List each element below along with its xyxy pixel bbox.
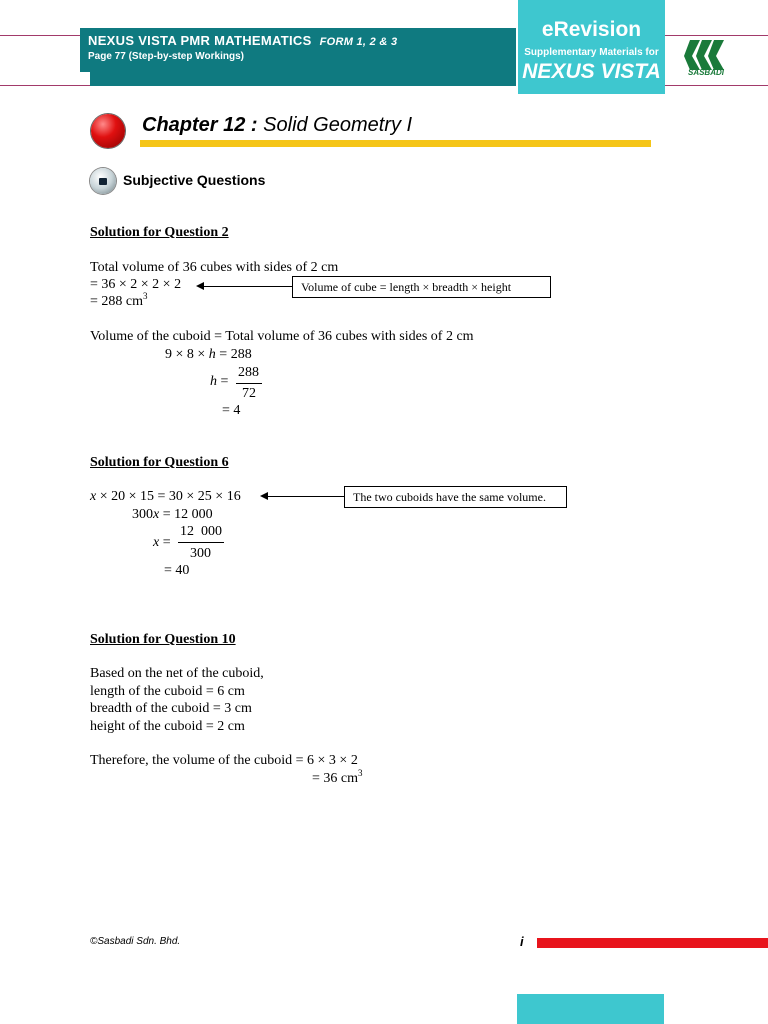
- q2-frac-line: [236, 383, 262, 384]
- q2-note: Volume of cube = length × breadth × height: [292, 276, 551, 298]
- header-rule-right-bottom: [665, 85, 768, 86]
- q10-line-5: Therefore, the volume of the cuboid = 6 × 3 × 2: [90, 753, 358, 768]
- q10-line-2: length of the cuboid = 6 cm: [90, 684, 245, 699]
- publisher-label: SASBADI: [687, 68, 724, 77]
- q2-line-6: h =: [210, 374, 229, 389]
- nexus-vista-label: NEXUS VISTA: [522, 60, 661, 83]
- q2-line-3: = 288 $cm^3$: [90, 291, 148, 309]
- q10-line-3: breadth of the cuboid = 3 cm: [90, 701, 252, 716]
- copyright: ©Sasbadi Sdn. Bhd.: [90, 936, 181, 947]
- q10-heading: Solution for Question 10: [90, 632, 236, 647]
- q2-arrow-line: [204, 286, 292, 287]
- page-reference: Page 77 (Step-by-step Workings): [88, 51, 244, 62]
- red-ball-icon: [91, 114, 125, 148]
- chapter-number: Chapter 12 :: [142, 114, 258, 136]
- q6-frac-num: 12 000: [180, 524, 222, 539]
- q6-arrow-line: [268, 496, 344, 497]
- header-rule-left-bottom: [0, 85, 90, 86]
- q2-frac-den: 72: [242, 386, 256, 401]
- book-title: NEXUS VISTA PMR MATHEMATICS FORM 1, 2 & 3: [88, 33, 398, 48]
- q6-line-2: 300x = 12 000: [132, 507, 213, 522]
- q2-line-2: = 36 × 2 × 2 × 2: [90, 277, 182, 292]
- footer-teal-box: [517, 994, 664, 1024]
- header-rule-left-top: [0, 35, 80, 36]
- chapter-name: Solid Geometry I: [263, 114, 413, 136]
- q10-line-4: height of the cuboid = 2 cm: [90, 719, 245, 734]
- q2-line-5: 9 × 8 × h = 288: [165, 347, 252, 362]
- supplementary-label: Supplementary Materials for: [524, 47, 659, 58]
- form-label: FORM 1, 2 & 3: [319, 36, 398, 48]
- q6-line-1: x × 20 × 15 = 30 × 25 × 16: [90, 489, 241, 504]
- q6-line-3: x =: [153, 535, 171, 550]
- subjective-icon: [90, 168, 116, 194]
- q6-frac-line: [178, 542, 224, 543]
- q6-line-4: = 40: [164, 563, 190, 578]
- chapter-underline: [140, 140, 651, 147]
- erevision-title: eRevision: [541, 18, 642, 41]
- page-number: i: [520, 934, 524, 949]
- q6-heading: Solution for Question 6: [90, 455, 229, 470]
- header-strip: [90, 72, 516, 86]
- q10-line-1: Based on the net of the cuboid,: [90, 666, 264, 681]
- q6-note: The two cuboids have the same volume.: [344, 486, 567, 508]
- q2-arrow-head: [196, 282, 204, 290]
- q2-line-4: Volume of the cuboid = Total volume of 36 cubes with sides of 2 cm: [90, 329, 474, 344]
- footer-red-bar: [537, 938, 768, 948]
- section-title: Subjective Questions: [123, 172, 266, 188]
- q10-line-6: = 36 $cm^3$: [312, 768, 363, 786]
- chapter-title: [142, 114, 412, 137]
- q6-frac-den: 300: [190, 546, 211, 561]
- q6-arrow-head: [260, 492, 268, 500]
- q2-line-7: = 4: [222, 403, 241, 418]
- q2-line-1: Total volume of 36 cubes with sides of 2 cm: [90, 260, 339, 275]
- q2-frac-num: 288: [238, 365, 259, 380]
- q2-heading: Solution for Question 2: [90, 225, 229, 240]
